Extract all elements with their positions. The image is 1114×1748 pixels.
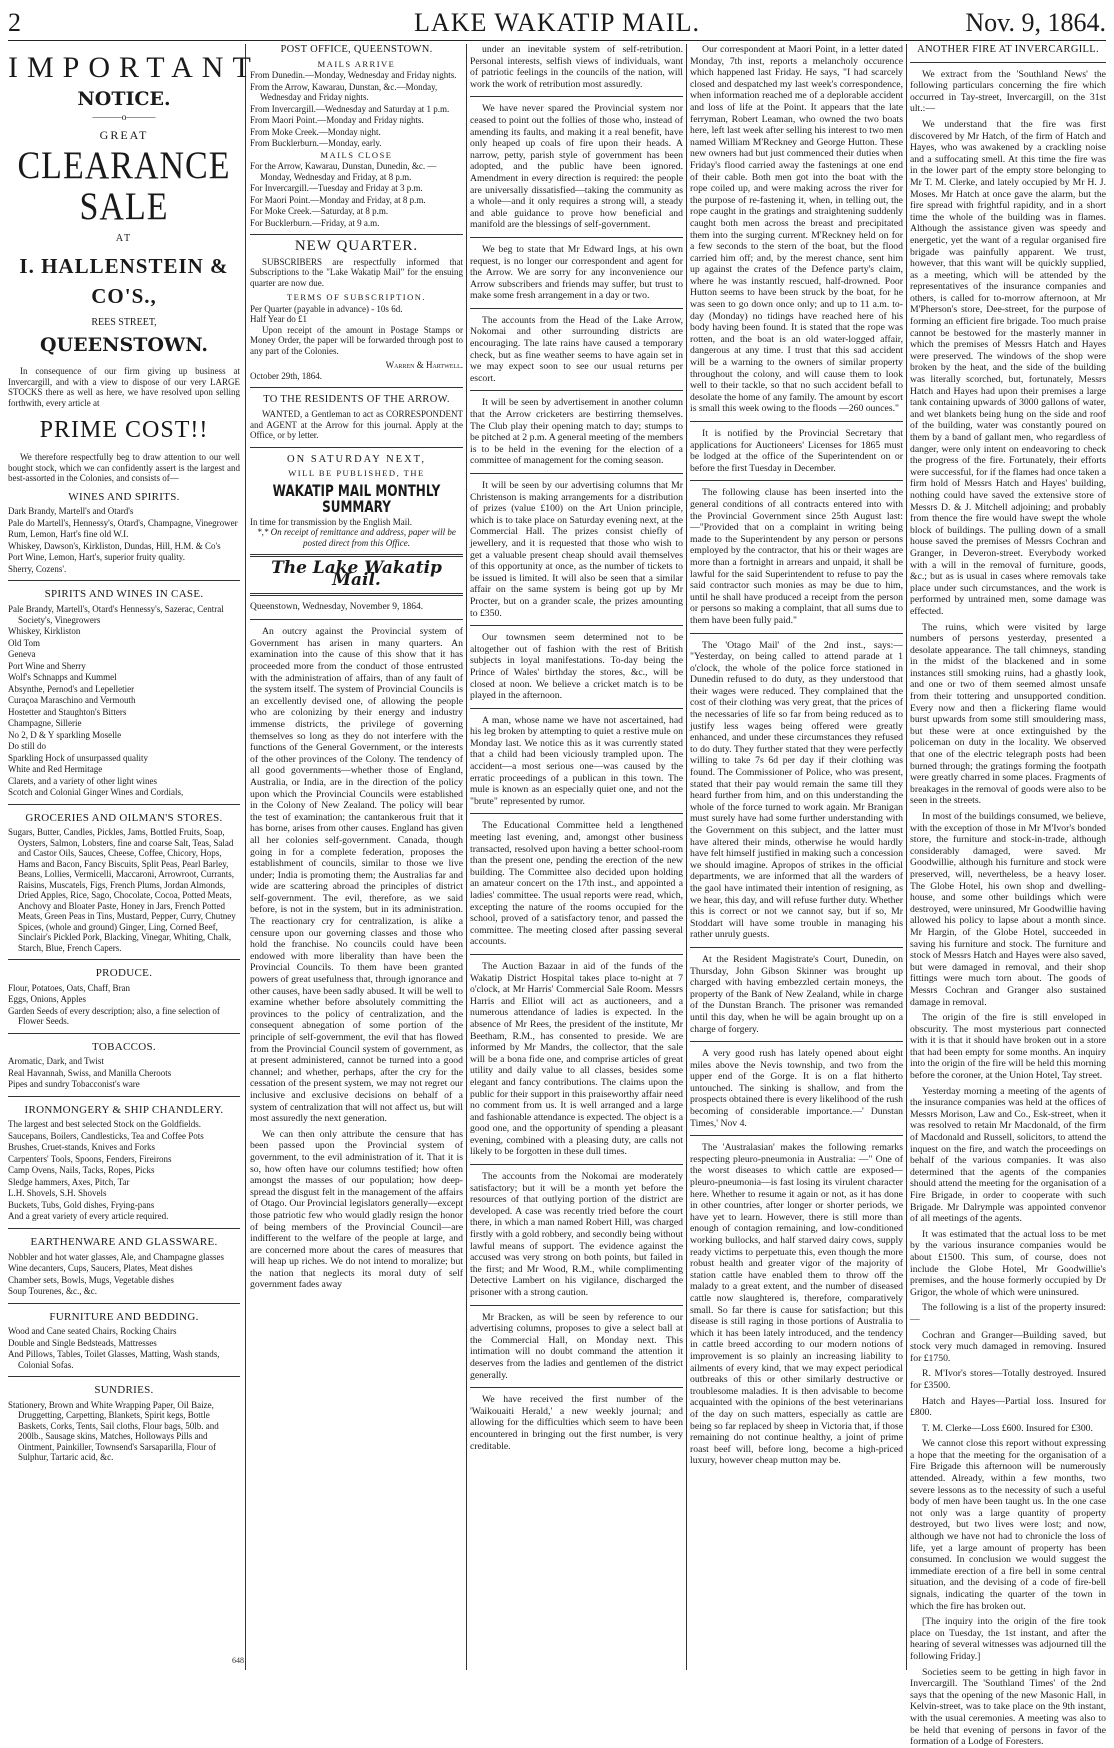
news-paragraph: It is notified by the Provincial Secretary that applications for Auctioneers' Licenses for 1865 must be lodged at the office of the Superintendent on or before the first Tuesday in December. xyxy=(690,428,903,474)
divider xyxy=(8,1303,240,1304)
signature: Warren & Hartwell. xyxy=(385,360,463,371)
divider xyxy=(470,1387,683,1388)
ornament-divider: ———o——— xyxy=(92,112,156,123)
news-paragraph: The accounts from the Nokomai are moderately satisfactory; but it will be a month yet before the resources of that outlying portion of the district are developed. A case was recently tried before the court there, in which a man named Robert Hill, was charged firstly with a gold robbery, and secondly being without lawful means of support. The evidence against the accused was very strong on both points, but failed in the first; and Mr Wood, R.M., while complimenting Detective Lambert on his vigilance, discharged the prisoner with a strong caution. xyxy=(470,1171,683,1298)
section-heading: IRONMONGERY & SHIP CHANDLERY. xyxy=(24,1103,224,1116)
news-paragraph: Our correspondent at Maori Point, in a letter dated Monday, 7th inst, reports a melancholy occurence which happened last Friday. He says, "I had scarcely closed and despatched my last week's correspondence, when information reached me of a deplorable accident and loss of life at the Point. It appears that the late ferryman, Robert Leaman, who owned the two boats here, left last week after selling his interest to two men named William M'Reckney and George Hutton. These new owners had but just commenced their duties when Friday's flood carried away the fastenings at one end of their cable. Both men got into the boat with the rope coiled up, and were making across the river for the purpose of re-fastening it, when, in telling out, the rope caught in the gratings and straightening suddenly caught both men across the breast and precipitated them into the surging current. M'Reckney held on for a few seconds to the stern of the boat, but the flood carried him off; and, by the merest chance, sent him up against the crates of the Defence party's claim, where he was instantly rescued, half-drowned. Poor Hutton seems to have been struck by the boat, for he was seen to go down once only; and up to 11 a.m. to-day (Monday) no tidings have reached here of his body having been found. It is stated that the rope was rotten, and the boat is an old water-logged affair, dangerous at any time. I trust that this sad accident will be a warning to the owners of similar property throughout the colony, and will cause them to look well to their tackle, so that no such accident befall to desolate the home of any family. The amount by escort is small this week owing to the floods —260 ounces." xyxy=(690,44,903,415)
local-news-body xyxy=(470,44,683,1452)
mails-arrive-list xyxy=(250,70,463,149)
stock-item: Chamber sets, Bowls, Mugs, Vegetable dishes xyxy=(8,1274,174,1285)
mail-closing: For Maori Point.—Monday and Friday, at 8 p.m. xyxy=(250,194,426,205)
fire-paragraph: The following is a list of the property insured:— xyxy=(910,1302,1106,1325)
stock-item: Scotch and Colonial Ginger Wines and Cordials, xyxy=(8,787,184,798)
news-paragraph: It will be seen by advertisement in another column that the Arrow cricketers are bestirring themselves. The Club play their opening match to day; stumps to be pitched at 2 p.m. A general meeting of the members is to be held in the evening for the election of a committee of management for the coming season. xyxy=(470,397,683,467)
stock-item: Whiskey, Dawson's, Kirkliston, Dundas, Hill, H.M. & Co's xyxy=(8,540,221,551)
stock-item: And a great variety of every article required. xyxy=(8,1211,169,1222)
new-quarter-text: SUBSCRIBERS are respectfully informed that Subscriptions to the "Lake Wakatip Mail" for the ensuing quarter are now due. xyxy=(250,256,463,288)
summary-note: *,* On receipt of remittance and address, paper will be posted direct from this Office. xyxy=(257,527,456,548)
section-heading: FURNITURE AND BEDDING. xyxy=(49,1310,199,1323)
stock-item: Soup Tourenes, &c., &c. xyxy=(8,1286,97,1297)
stock-item: Saucepans, Boilers, Candlesticks, Tea and Coffee Pots xyxy=(8,1130,204,1141)
per-quarter-rate: Per Quarter (payable in advance) - 10s 6d. xyxy=(250,303,403,314)
stock-item: White and Red Hermitage xyxy=(8,764,103,775)
mail-arrival: From Moke Creek.—Monday night. xyxy=(250,126,381,137)
stock-item: Garden Seeds of every description; also, a fine selection of Flower Seeds. xyxy=(8,1005,220,1027)
news-paragraph: Mr Bracken, as will be seen by reference to our advertising columns, proposes to give a select ball at the Commercial Hall, on Monday next. This intimation will no doubt command the attention it deserves from the ladies and gentlemen of the district generally. xyxy=(470,1311,683,1381)
divider xyxy=(470,954,683,955)
mail-closing: For Invercargill.—Tuesday and Friday at 3 p.m. xyxy=(250,183,423,194)
stock-item: The largest and best selected Stock on the Goldfields. xyxy=(8,1119,202,1130)
fire-article-heading: ANOTHER FIRE AT INVERCARGILL. xyxy=(917,44,1099,55)
section-heading: SUNDRIES. xyxy=(94,1384,154,1397)
news-paragraph: A man, whose name we have not ascertained, had his leg broken by attempting to quiet a restive mule on Monday last. We notice this as it was currently stated that a child had been viciously trampled upon. The accident—a most serious one—was caused by the erratic proceedings of a publican in this town. The mule is known as an especially quiet one, and not the "brute" represented by rumor. xyxy=(470,714,683,807)
divider xyxy=(8,959,240,960)
stock-item: Carpenters' Tools, Spoons, Fenders, Fireirons xyxy=(8,1153,172,1164)
divider xyxy=(8,580,240,581)
fire-paragraph: The origin of the fire is still enveloped in obscurity. The most mysterious part connected with it is that it should have broken out in a store that had been empty for some months. An inquiry into the origin of the fire will be held this morning before the coroner, at the Union Hotel, Tay street. xyxy=(910,1012,1106,1082)
divider xyxy=(470,390,683,391)
stock-item: Geneva xyxy=(8,649,36,660)
divider xyxy=(250,619,463,620)
saturday-heading: ON SATURDAY NEXT, xyxy=(287,453,426,465)
fire-paragraph: Yesterday morning a meeting of the agents of the insurance companies was held at the offices of Messrs Morison, Law and Co., Esk-street, when it was resolved to retain Mr Macdonald, of the firm of Macdonald and Russell, solicitors, to attend the inquest on the fire, and watch the proceedings on behalf of the various companies. It was also determined that the agents of the companies should attend the meeting for the organisation of a Fire Brigade, in order to cooperate with such Brigade. Mr Dalrymple was appointed convenor of all meetings of the agents. xyxy=(910,1085,1106,1225)
fire-paragraph: We cannot close this report without expressing a hope that the meeting for the organisation of a Fire Brigade this afternoon will be numerously attended. Already, within a few months, two severe lessons as to the necessity of such a useful body of men have been taught us. In the one case not only was a large quantity of property destroyed, but two lives were lost; and now, although we have not had to chronicle the loss of life, yet a large amount of property has been consumed. In conclusion we would suggest the immediate erection of a fire bell in some central situation, and the devising of a code of fire-bell signals, indicating the quarter of the town in which the fire has broken out. xyxy=(910,1438,1106,1612)
page-number: 2 xyxy=(8,8,21,37)
stock-item: Pipes and sundry Tobacconist's ware xyxy=(8,1079,140,1090)
mails-close-heading: MAILS CLOSE xyxy=(320,149,393,160)
mail-arrival: From Dunedin.—Monday, Wednesday and Friday nights. xyxy=(250,70,457,81)
stock-item: No 2, D & Y sparkling Moselle xyxy=(8,729,122,740)
signature-date: October 29th, 1864. xyxy=(250,370,322,381)
divider xyxy=(690,1135,903,1136)
notice-heading: NOTICE. xyxy=(77,88,171,110)
stock-item: Real Havannah, Swiss, and Manilla Cheroots xyxy=(8,1067,172,1078)
news-paragraph: We have received the first number of the 'Waikouaiti Herald,' a new weekly journal; and allowing for the difficulties which seem to have been encountered in bringing out the first number, is very creditable. xyxy=(470,1394,683,1452)
mails-arrive-heading: MAILS ARRIVE xyxy=(317,58,396,69)
stock-item: Pale do Martell's, Hennessy's, Otard's, Champagne, Vinegrower xyxy=(8,517,238,528)
news-paragraph: The 'Australasian' makes the following remarks respecting pleuro-pneumonia in Australia: —" One of the worst diseases to which cattle are exposed—pleuro-pneumonia—is fast losing its virulent character here. Whether to resume it again or not, as it has done in other countries, after longer or shorter periods, we have yet to learn. However, there is still more than enough of contagion remaining, and low-conditioned working bullocks, and half starved dairy cows, supply ready victims to perpetuate this, even though the more robust health and greater vigor of the majority of station cattle have enabled them to throw off the malady to a great extent, and the number of diseased cattle now slaughtered is, therefore, comparatively small. So far there is cause for satisfaction; but this disease is still raging in those portions of Australia to which it has been lately introduced, and the tendency in cattle breed according to our modern notions of improvement is so plainly an increasing liability to ailments of every kind, that we may expect periodical outbreaks of this or other similarly destructive or troublesome maladies. It is then advisable to become acquainted with the opinions of the best veterinarians of the day on such matters, especially as cattle are being so far replaced by sheep in Victoria that, if those remaining do not continue healthy, a joint of prime roast beef will, before long, become a high-priced luxury, however cheap mutton may be. xyxy=(690,1142,903,1467)
summary-text: In time for transmission by the English Mail. xyxy=(250,516,412,527)
news-paragraph: A very good rush has lately opened about eight miles above the Nevis township, and two from the upper end of the Gorge. It is on a flat hitherto untouched. The sinking is shallow, and from the prospects obtained there is every likelihood of the rush becoming of considerable importance.—' Dunstan Times,' Nov 4. xyxy=(690,1048,903,1129)
news-paragraph: The accounts from the Head of the Lake Arrow, Nokomai and other surrounding districts are encouraging. The late rains have caused a temporary check, but as fine weather seems to have again set in we may expect soon to see our usual returns per escort. xyxy=(470,314,683,384)
column-rule xyxy=(906,44,907,1670)
general-news-body xyxy=(690,44,903,1467)
divider xyxy=(690,1041,903,1042)
fire-article-body xyxy=(910,69,1106,1748)
editorial-body xyxy=(250,626,463,1291)
clearance-sale-heading: CLEARANCE SALE xyxy=(17,144,231,229)
terms-heading: TERMS OF SUBSCRIPTION. xyxy=(286,292,427,303)
double-divider xyxy=(250,593,463,596)
issue-date: Nov. 9, 1864. xyxy=(965,8,1106,37)
column-rule xyxy=(686,44,687,1670)
divider xyxy=(470,1164,683,1165)
divider xyxy=(470,308,683,309)
stock-item: Do still do xyxy=(8,741,47,752)
stock-item: Clarets, and a variety of other light wines xyxy=(8,775,157,786)
arrow-residents-heading: TO THE RESIDENTS OF THE ARROW. xyxy=(263,394,450,406)
fire-paragraph: [The inquiry into the origin of the fire took place on Tuesday, the 1st instant, and after the hearing of several witnesses was adjourned till the following Friday.] xyxy=(910,1616,1106,1662)
news-paragraph: We beg to state that Mr Edward Ings, at his own request, is no longer our correspondent and agent for the Arrow. We are sorry for any inconvenience our Arrow subscribers and friends may suffer, but trust to make some fresh arrangement in a day or two. xyxy=(470,243,683,302)
town-name: QUEENSTOWN. xyxy=(40,334,208,357)
section-heading: SPIRITS AND WINES IN CASE. xyxy=(44,588,204,601)
prime-text: We therefore respectfully beg to draw attention to our well bought stock, which we can confidently assert is the largest and best-assorted in the Colonies, and consists of— xyxy=(8,452,240,484)
new-quarter-heading: NEW QUARTER. xyxy=(294,238,419,255)
divider xyxy=(250,234,463,235)
column-advertisement-hallenstein xyxy=(8,44,260,1670)
stock-sections xyxy=(8,492,240,1463)
news-paragraph: We have never spared the Provincial system nor ceased to point out the follies of those who, instead of amending its faults, and making it a real benefit, have only heaped up coals of fire upon their heads. A narrow, petty, parish style of government has been adopted, and the public have been ignored. Amendment in every direction is required: the people are universally dissatisfied—taking the community as a whole—and it only requires a strong will, a steady and able guidance to prove how beneficial and manifold are the blessings of self-government. xyxy=(470,103,683,231)
column-rule xyxy=(466,44,467,1670)
section-heading: EARTHENWARE AND GLASSWARE. xyxy=(30,1235,218,1248)
stock-item: Pale Brandy, Martell's, Otard's Hennessy's, Sazerac, Central Society's, Vinegrowers xyxy=(8,604,224,625)
divider xyxy=(8,1033,240,1034)
divider xyxy=(470,625,683,626)
stock-item: Wine decanters, Cups, Saucers, Plates, Meat dishes xyxy=(8,1263,193,1274)
stock-item: Sledge hammers, Axes, Pitch, Tar xyxy=(8,1176,130,1187)
fire-paragraph: Cochran and Granger—Building saved, but stock very much damaged in removing. Insured for £1750. xyxy=(910,1329,1106,1364)
important-heading: IMPORTANT xyxy=(8,51,260,84)
editorial-banner: The Lake Wakatip Mail. xyxy=(271,558,442,591)
stock-item: Port Wine and Sherry xyxy=(8,660,86,671)
stock-item: Camp Ovens, Nails, Tacks, Ropes, Picks xyxy=(8,1165,155,1176)
fire-paragraph: It was estimated that the actual loss to be met by the various insurance companies would be about £1500. This sum, of course, does not include the Globe Hotel, Mr Goodwillie's premises, and the house formerly occupied by Dr Grigor, the whole of which were uninsured. xyxy=(910,1228,1106,1298)
mail-arrival: From Invercargill.—Wednesday and Saturday at 1 p.m. xyxy=(250,103,450,114)
stock-item: Absynthe, Pernod's and Lepelletier xyxy=(8,683,135,694)
divider xyxy=(250,447,463,448)
ad-number: 648 xyxy=(232,1656,244,1666)
stock-item: Sugars, Butter, Candles, Pickles, Jams, Bottled Fruits, Soap, Oysters, Salmon, Lobsters, fine and coarse Salt, Teas, Salad and Castor Oils, Sauces, Cheese, Coffee, Chicory, Hops, Hams and Bacon, Fancy Biscuits, Split Peas, Pearl Barley, Beans, Lollies, Vermicelli, Maccaroni, Arrowroot, Currants, Raisins, Muscatels, Figs, French Plums, Jordan Almonds, Dried Apples, Rice, Sago, Chocolate, Cocoa, Potted Meats, Anchovy and Bloater Paste, Honey in Jars, French Potted Meats, Green Peas in Tins, Mustard, Pepper, Curry, Chutney Spices, (whole and ground) Ginger, Ling, Corned Beef, Sinclair's Pickled Pork, Blacking, Vinegar, Whiting, Chalk, Starch, Blue, French Capers. xyxy=(8,827,236,953)
news-paragraph: Our townsmen seem determined not to be altogether out of fashion with the rest of British subjects in loyal manifestations. To-day being the Prince of Wales' birthday the stores, &c., will be closed at noon. We believe a cricket match is to be played in the afternoon. xyxy=(470,632,683,702)
mail-arrival: From Bucklerburn.—Monday, early. xyxy=(250,138,382,149)
divider xyxy=(470,96,683,97)
column-local-news xyxy=(470,44,683,1670)
news-paragraph: The 'Otago Mail' of the 2nd inst., says:— "Yesterday, on being called to attend parade at 1 o'clock, the whole of the police force stationed in Dunedin refused to do duty, as they understood that their wages were reduced. They complained that the cost of their clothing was very great, that the prices of the necessaries of life so far from being reduced as to justify less wages being offered were greatly enhanced, and under these circumstances they refused to do duty. They further stated that they were perfectly willing to take 7s 6d per day if their clothing was found. The Commissioner of Police, who was present, stated that their pay would remain the same till they heard further from him, and on this understanding the whole of the force turned to work again. Mr Branigan must surely have had some further understanding with the Government on this subject, and the latter must have altered their minds, otherwise he would hardly have felt himself justified in making such a concession we should imagine. Apropos of strikes in the official departments, we are informed that all the warders of the gaol have intimated their intention of resigning, as we hear, this day, and will refuse further duty. Whether this is correct or not we cannot say, but if so, Mr Stoddart will have some trouble in managing his rather unruly guests. xyxy=(690,639,903,941)
stock-item: Aromatic, Dark, and Twist xyxy=(8,1056,104,1067)
news-paragraph: The following clause has been inserted into the general conditions of all contracts entered into with the Provincial Government since 25th August last:—"Provided that on a complaint in writing being made to the Superintendent by any person or persons employed by the contractor, that his or their wages are more than a fortnight in arrears and unpaid, it shall be lawful for the said Superintendent to refuse to pay the said contractor such monies as may be due to him, until he shall have produced a receipt from the person or persons so making a complaint, that all sums due to them have been fully paid." xyxy=(690,487,903,626)
stock-item: Old Tom xyxy=(8,637,40,648)
mails-close-list xyxy=(250,161,463,228)
news-paragraph: The Educational Committee held a lengthened meeting last evening, and, amongst other business transacted, resolved upon having a better school-room than the present one, pending the erection of the new building. The Committee also decided upon holding an amateur concert on the 17th inst., and appointed a ladies' committee. The usual reports were read, which, excepting the nature of the rooms occupied for the school, proved of a satisfactory tenor, and passed the committee. The meeting closed after passing several accounts. xyxy=(470,820,683,948)
mail-closing: For Bucklerburn.—Friday, at 9 a.m. xyxy=(250,217,380,228)
divider xyxy=(910,62,1106,63)
divider xyxy=(470,473,683,474)
fire-paragraph: T. M. Clerke—Loss £600. Insured for £300. xyxy=(922,1422,1093,1434)
street-name: REES STREET, xyxy=(91,316,157,328)
stock-item: Hostetter and Staughton's Bitters xyxy=(8,706,127,717)
column-notices-editorial xyxy=(250,44,463,1670)
news-paragraph: At the Resident Magistrate's Court, Dunedin, on Thursday, John Gibson Skinner was brought up charged with having embezzled certain moneys, the property of the Bank of New Zealand, while in charge of the Dunstan Branch. The prisoner was remanded until this day, when he will be again brought up on a charge of forgery. xyxy=(690,953,903,1035)
published-label: WILL BE PUBLISHED, THE xyxy=(288,468,425,479)
divider xyxy=(8,1376,240,1377)
divider xyxy=(8,804,240,805)
stock-item: Wolf's Schnapps and Kummel xyxy=(8,672,117,683)
divider xyxy=(470,708,683,709)
editorial-paragraph: We can then only attribute the censure that has been passed upon the Provincial system of government, to the evil administration of it. That it is so, how often have our columns testified; how often amongst the masses of our population; how deep-spread the disgust felt in the management of the affairs of Otago. Our Provincial legislators generally—except those patriotic few who would gladly resign the honor of being members of the Provincial Council—are indifferent to the welfare of the people at large, and are concerned more about the cares of measures that will heap up riches. We do not intend to moralize; but the nation that neglects its moral duty of self government fades away xyxy=(250,1128,463,1291)
new-quarter-text-2: Upon receipt of the amount in Postage Stamps or Money Order, the paper will be forwarded through post to any part of the Colonies. xyxy=(250,324,463,356)
stock-item: Dark Brandy, Martell's and Otard's xyxy=(8,506,134,517)
great-label: GREAT xyxy=(99,127,149,142)
section-heading: WINES AND SPIRITS. xyxy=(68,490,180,503)
masthead xyxy=(8,6,1106,41)
editorial-dateline: Queenstown, Wednesday, November 9, 1864. xyxy=(250,601,424,612)
stock-item: Stationery, Brown and White Wrapping Paper, Oil Baize, Druggetting, Carpetting, Blankets, Spirit kegs, Bottle Baskets, Corks, Tents, Sail cloths, Flour bags, 50lb. and 200lb., Sausage skins, Matches, Holloways Pills and Ointment, Painkiller, Townsend's Sarsaparilla, Flour of Sulphur, Tartaric acid, &c. xyxy=(8,1399,219,1463)
stock-item: Wood and Cane seated Chairs, Rocking Chairs xyxy=(8,1326,177,1337)
section-heading: GROCERIES AND OILMAN'S STORES. xyxy=(25,811,223,824)
stock-item: Champagne, Sillerie xyxy=(8,718,82,729)
at-label: AT xyxy=(115,233,133,245)
mail-arrival: From Maori Point.—Monday and Friday nights. xyxy=(250,115,424,126)
mail-closing: For the Arrow, Kawarau, Dunstan, Dunedin, &c. —Monday, Wednesday and Friday, at 8 p.m. xyxy=(250,161,437,182)
stock-item: Sherry, Cozens'. xyxy=(8,563,67,574)
divider xyxy=(8,1228,240,1229)
fire-paragraph: Hatch and Hayes—Partial loss. Insured for £800. xyxy=(910,1395,1106,1419)
divider xyxy=(470,813,683,814)
arrow-residents-text: WANTED, a Gentleman to act as CORRESPONDENT and AGENT at the Arrow for this journal. Apply at the Office, or by letter. xyxy=(250,409,463,441)
news-paragraph: It will be seen by our advertising columns that Mr Christenson is making arrangements for a distribution of prizes (value £100) on the Art Union principle, which is to take place on Saturday evening next, at the Commercial Hall. The prizes consist chiefly of jewellery, and it is requested that those who wish to get a valuable present cheap should avail themselves of this opportunity at once, as the number of tickets to be issued is limited. It will also be seen that a similar affair on the same system is being got up by Mr Procter, but on a grander scale, the prizes amounting to £350. xyxy=(470,480,683,619)
stock-item: Port Wine, Lemon, Hart's, superior fruity quality. xyxy=(8,552,185,563)
fire-paragraph: In most of the buildings consumed, we believe, with the exception of those in Mr M'Ivor's bonded store, the furniture and stock-in-trade, although considerably damaged, were saved. Mr Goodwillie, although his furniture and stock were preserved, will, nevertheless, be a heavy loser. The Globe Hotel, his own shop and dwelling-house, and some other buildings which were destroyed, were uninsured, Mr Goodwillie having allowed his policy to lapse about a month since. Mr Hargin, of the Globe Hotel, succeeded in saving his furniture and stock. The furniture and stock of Messrs Hatch and Hayes were also saved, but were damaged in removal, and their shop fittings were much torn about. The goods of Messrs Cochran and Granger also sustained damage in removal. xyxy=(910,811,1106,1008)
double-divider xyxy=(250,554,463,557)
stock-item: Eggs, Onions, Apples xyxy=(8,994,87,1005)
prime-cost-heading: PRIME COST!! xyxy=(39,417,209,444)
mail-closing: For Moke Creek.—Saturday, at 8 p.m. xyxy=(250,206,389,217)
fire-paragraph: We extract from the 'Southland News' the following particulars concerning the fire which occurred in Tay-street, Invercargill, on the 31st ult.:— xyxy=(910,68,1106,115)
fire-paragraph: We understand that the fire was first discovered by Mr Hatch, of the firm of Hatch and Hayes, who was awakened by a crackling noise and a suffocating smell. At this time the fire was in the lower part of the empty store belonging to Mr T. M. Clerke, and lately occupied by Mr H. J. Moses. Mr Hatch at once gave the alarm, but the fire spread with frightful rapidity, and in a short time the whole of the building was in flames. Although the assistance given was speedy and energetic, yet the want of a regular organised fire brigade was painfully apparent. We trust, however, that this want will be quickly supplied, as a meeting, which will be attended by the representatives of the insurance companies and others, is called for to-morrow afternoon, at Mr M'Pherson's store, Dee-street, for the purpose of forming an efficient fire brigade. Too much praise cannot be bestowed for the masterly manner in which the premises of Messrs Hatch and Hayes were preserved. The windows of the shop were broken by the heat, and the side of the building was literally scorched, but, fortunately, Messrs Hatch and Hayes had upon their premises a large tank containing upwards of 3000 gallons of water, and wet blankets being hung on the side and roof of the building, water was constantly poured on them by a band of gallant men, who regardless of danger, were only intent on endeavoring to check the progress of the fire. Fortunately, their efforts were successful, for if the flames had once taken a firm hold of Messrs Hatch and Hayes' building, nothing could have saved the extensive store of Messrs D. & J. Mitchell adjoining; and probably from thence the fire would have swept the whole block of buildings. The pulling down of a small house saved the premises of Messrs Cochran and Granger, in Deveron-street. Everybody worked with a will in the removal of furniture, goods, &c.; but as is usual in cases where removals take place under such circumstances, and the work is performed by untrained men, some damage was effected. xyxy=(910,118,1106,617)
stock-item: Nobbler and hot water glasses, Ale, and Champagne glasses xyxy=(8,1251,224,1262)
intro-paragraph: In consequence of our firm giving up business at Invercargill, and with a view to dispose of our very LARGE STOCKS there as well as here, we have resolved upon selling forthwith, every article at xyxy=(8,366,240,408)
fire-paragraph: R. M'Ivor's stores—Totally destroyed. Insured for £3500. xyxy=(910,1368,1106,1391)
section-heading: TOBACCOS. xyxy=(92,1040,156,1053)
stock-item: Buckets, Tubs, Gold dishes, Frying-pans xyxy=(8,1199,155,1210)
post-office-heading: POST OFFICE, QUEENSTOWN. xyxy=(280,44,433,55)
monthly-summary-title: WAKATIP MAIL MONTHLY SUMMARY xyxy=(272,481,441,515)
column-rule xyxy=(245,44,246,1670)
newspaper-title: LAKE WAKATIP MAIL. xyxy=(414,8,700,37)
stock-item: Rum, Lemon, Hart's fine old W.I. xyxy=(8,529,129,540)
stock-item: Curaçoa Maraschino and Vermouth xyxy=(8,695,136,706)
divider xyxy=(690,421,903,422)
news-paragraph: under an inevitable system of self-retribution. Personal interests, selfish views of individuals, want of patriotic feelings in the councils of the nation, will work the work of retribution most assuredly. xyxy=(470,44,683,90)
fire-paragraph: The ruins, which were visited by large numbers of persons yesterday, presented a desolate appearance. The tall chimneys, standing in the midst of the blackened and in some instances still smoking ruins, had a ghastly look, and one or two of them seemed almost unsafe from their tottering and unsupported condition. Every now and then a flickering flame would burst upwards from some still smouldering mass, but these were at once extinguished by the policeman on duty in the locality. We observed that one of the electric telegraph posts had been burned through; the gratings forming the footpath were greatly charred in some places. Fragments of breakages in the removal of goods were also to be seen in the streets. xyxy=(910,621,1106,807)
divider xyxy=(470,1305,683,1306)
section-heading: PRODUCE. xyxy=(95,967,153,980)
stock-item: And Pillows, Tables, Toilet Glasses, Matting, Wash stands, Colonial Sofas. xyxy=(8,1349,220,1370)
firm-name: I. HALLENSTEIN & CO'S., xyxy=(19,253,229,308)
mail-arrival: From the Arrow, Kawarau, Dunstan, &c.—Monday, Wednesday and Friday nights. xyxy=(250,81,438,103)
stock-item: L.H. Shovels, S.H. Shovels xyxy=(8,1188,107,1199)
divider xyxy=(690,947,903,948)
stock-item: Double and Single Bedsteads, Mattresses xyxy=(8,1337,157,1348)
column-fire-report xyxy=(910,44,1106,1748)
fire-paragraph: Societies seem to be getting in high favor in Invercargill. The 'Southland Times' of the 2nd says that the opening of the new Masonic Hall, in Kelvin-street, was to take place on the 9th instant, with the usual ceremonies. A meeting was also to be held that evening of persons in favor of the formation of a Lodge of Foresters. xyxy=(910,1666,1106,1748)
half-year-rate: Half Year do £1 xyxy=(250,314,307,325)
stock-item: Flour, Potatoes, Oats, Chaff, Bran xyxy=(8,982,130,993)
divider xyxy=(470,237,683,238)
news-paragraph: The Auction Bazaar in aid of the funds of the Wakatip District Hospital takes place to-night at 7 o'clock, at Mr Harris' Commercial Sale Room. Messrs Harris and Elliot will act as auctioneers, and a numerous attendance of ladies is expected. In the absence of Mr Rees, the president of the institute, Mr Beetham, R.M., has consented to preside. We are informed by Mr Mandrs, the collector, that the sale will be a bona fide one, and comprise articles of great utility and daily value to all classes, besides some elegant and fancy contributions. The claims upon the public for their support in this praiseworthy affair need no comment from us. It is well arranged and a large and fashionable attendance is expected. The object is a good one, and the opportunity of spending a pleasant evening, combined with a pleasing duty, are calls not likely to be forgotten in these dull times. xyxy=(470,960,683,1158)
divider xyxy=(8,1096,240,1097)
column-general-news xyxy=(690,44,903,1670)
stock-item: Sparkling Hock of unsurpassed quality xyxy=(8,752,148,763)
stock-item: Brushes, Cruet-stands, Knives and Forks xyxy=(8,1142,155,1153)
stock-item: Whiskey, Kirkliston xyxy=(8,626,81,637)
divider xyxy=(250,387,463,388)
divider xyxy=(690,480,903,481)
editorial-paragraph: An outcry against the Provincial system of Government has arisen in many quarters. An examination into the cause of this show that it has proceeded more from the conduct of those entrusted with the administration of affairs, than of any fault of the system itself. The system of Provincial Councils is an excellently devised one, of allowing the people who are colonizing by their energy and industry immense districts, the privilege of governing themselves so long as they do not interfere with the functions of the General Government, or the interests of the other provinces of the Colony. The tendency of all good governments—whether those of England, Australia, or India, are in the direction of the policy upon which the Provincial Councils were established in the Colony of New Zealand. The policy will bear the test of examination; the cantankerous fruit that it has borne, arises from other causes. England has given all her colonies self-government. Canada, though going in for a complete federation, proposes the establishment of councils, similar to those we live under; India is promoting them; the Australias far and wide are scattering abroad the principles of district self-government. The evil, therefore, as we said before, is not in the system, but in its administration. The reactionary cry for centralization, is alike a censure upon our governing classes and those who hold the franchise. No councils could have been endowed with more liberality than have been the Provincial Councils. To them have been granted powers of great usefulness that, through ignorance and other causes, have been sadly abused. It will be well to examine whether before absolutely committing the provinces to the policy of centralization, and the consequent abnegation of some portion of the principle of self-government, the evil that has flowed from the Provincial Council system of government, as at present administered, cannot be turned into a good channel; and whether, perhaps, after the cry for the cessation of the present system, we may not regret our inclusive and exclusive decisions on behalf of a system of centralization that will not affect us, but will most assuredly the next generation. xyxy=(250,626,463,1125)
divider xyxy=(690,633,903,634)
